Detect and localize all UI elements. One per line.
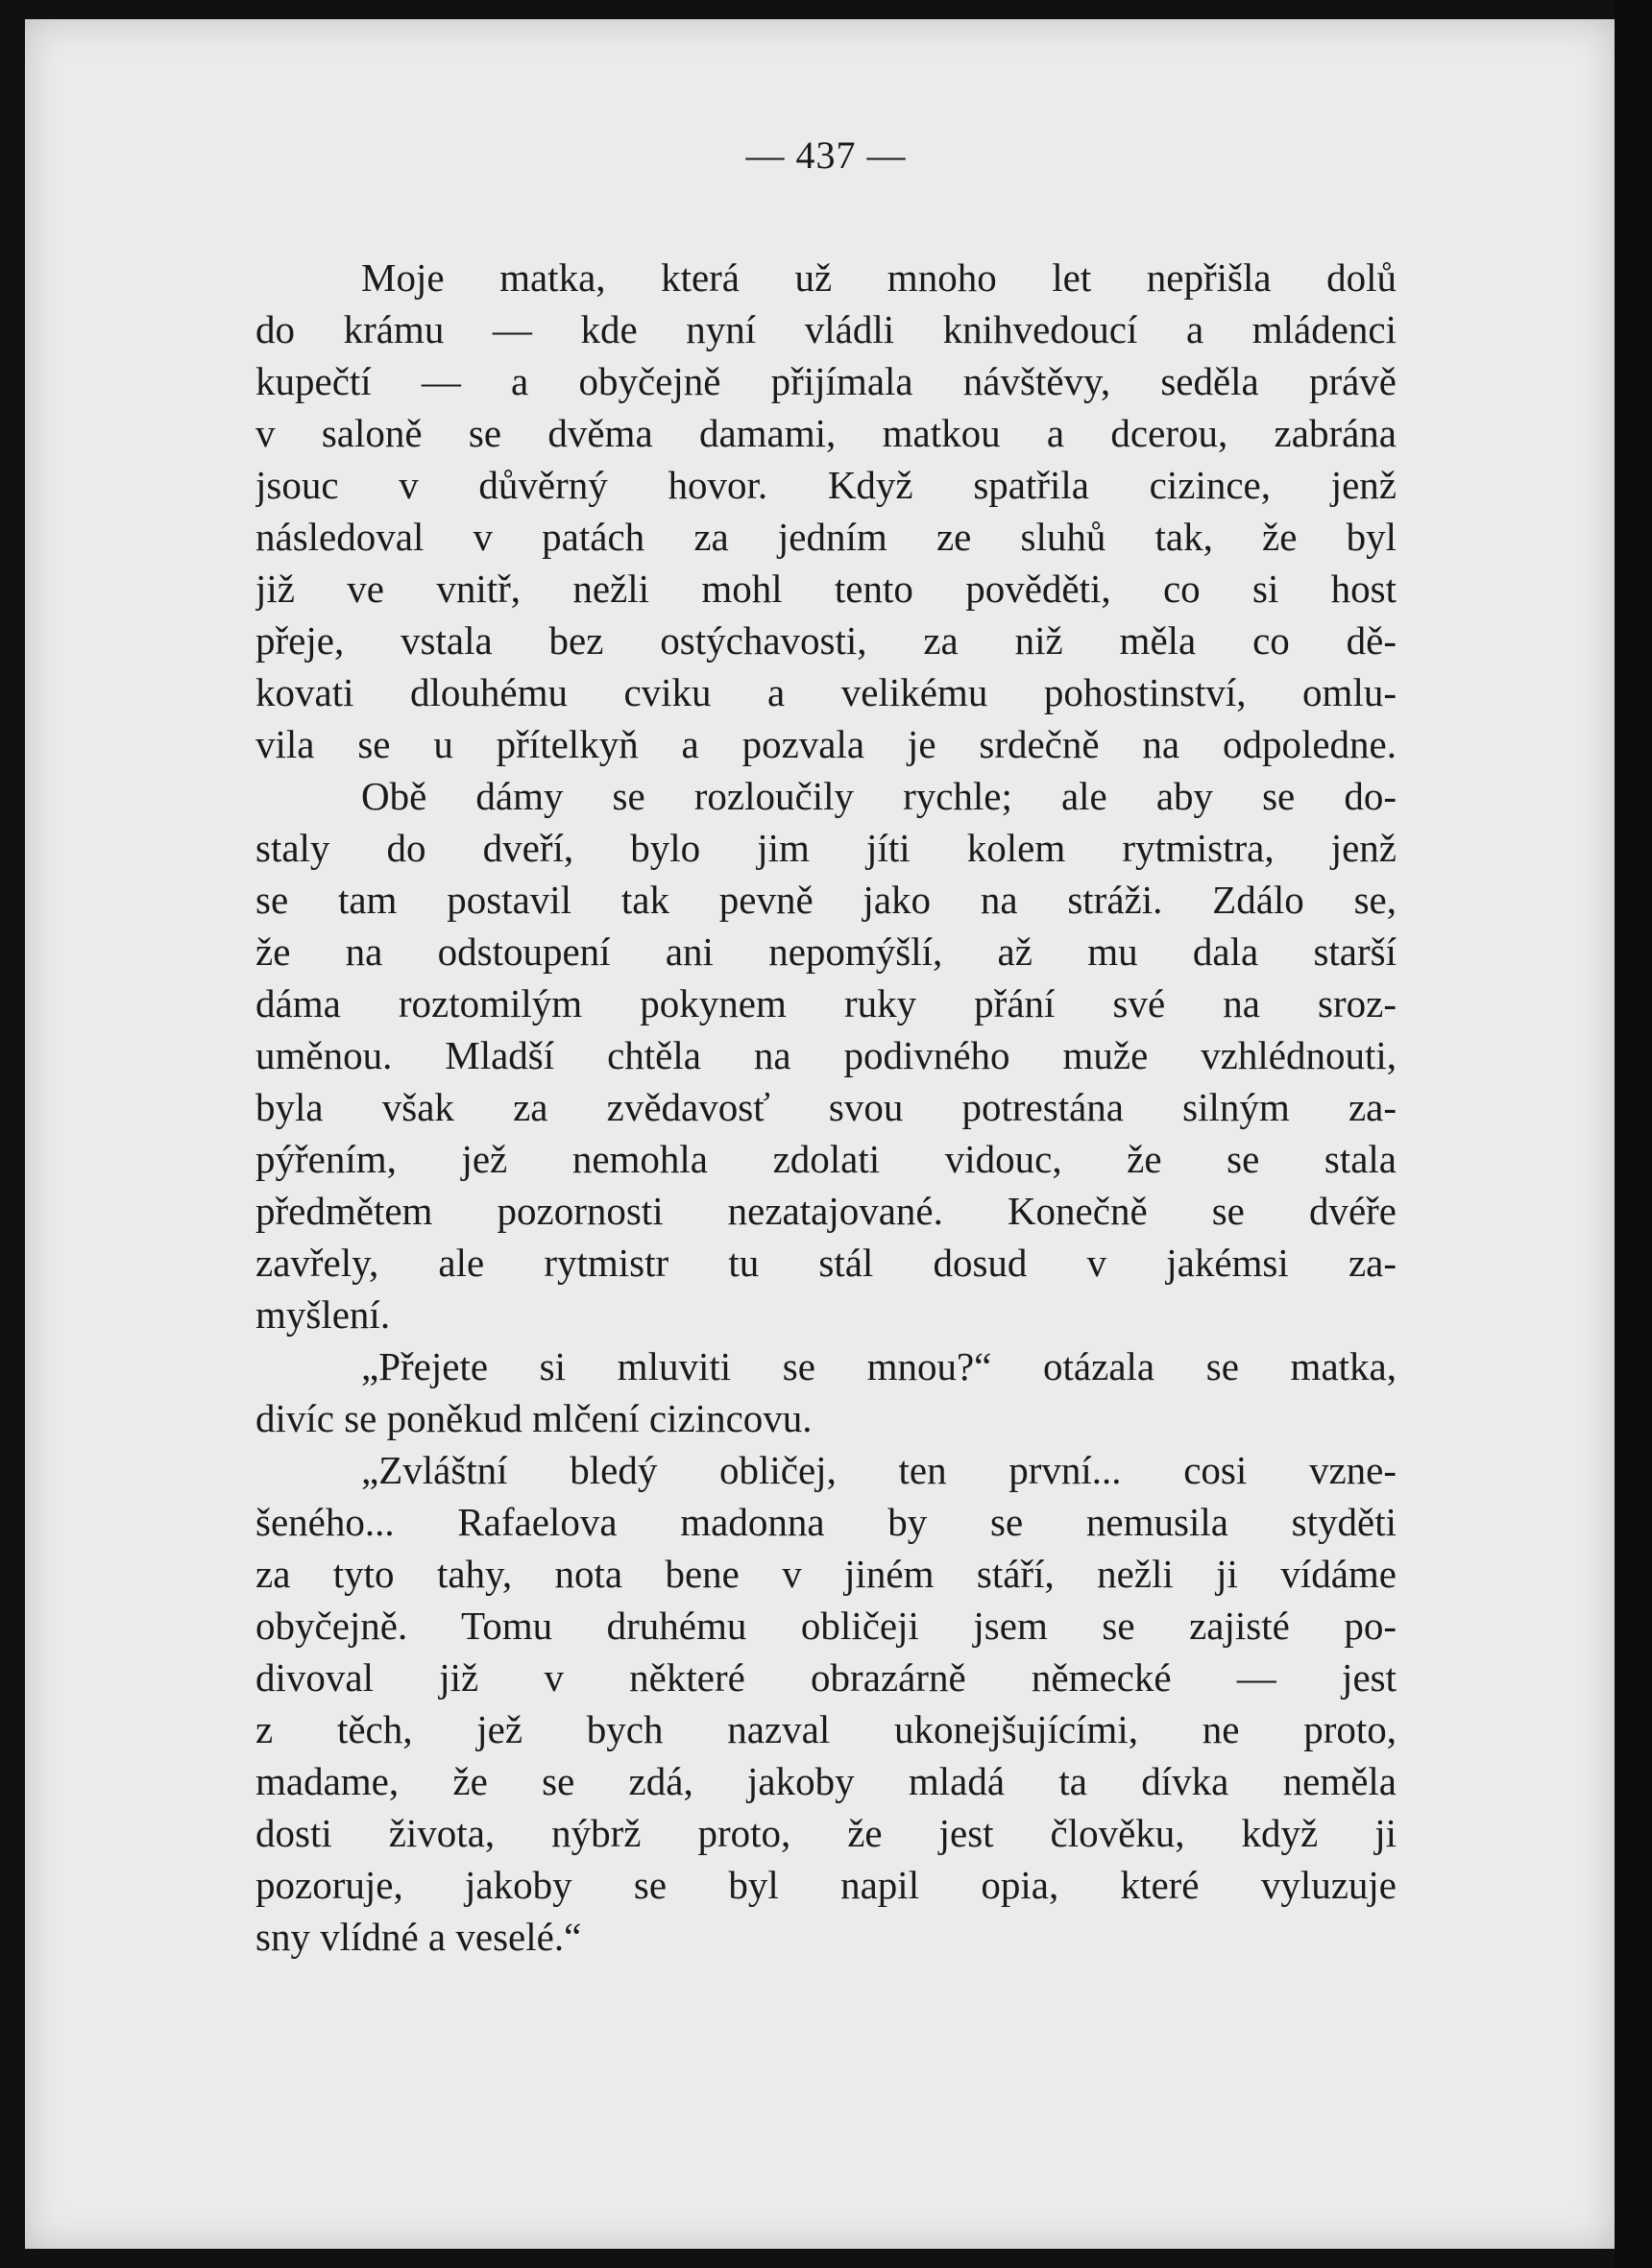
text-line: „Zvláštní bledý obličej, ten první... cosi vzne- <box>361 1448 1397 1492</box>
text-line: divoval již v některé obrazárně německé — jest <box>255 1655 1397 1700</box>
text-line: madame, že se zdá, jakoby mladá ta dívka neměla <box>255 1759 1397 1803</box>
text-line: Moje matka, která už mnoho let nepřišla dolů <box>361 255 1397 300</box>
text-line: kovati dlouhému cviku a velikému pohostinství, omlu- <box>255 670 1397 714</box>
text-line: dosti života, nýbrž proto, že jest člověku, když ji <box>255 1811 1397 1855</box>
text-line: v saloně se dvěma damami, matkou a dcerou, zabrána <box>255 411 1397 455</box>
text-line: do krámu — kde nyní vládli knihvedoucí a mládenci <box>255 307 1397 351</box>
text-line: kupečtí — a obyčejně přijímala návštěvy, seděla právě <box>255 359 1397 403</box>
text-line: Obě dámy se rozloučily rychle; ale aby se do- <box>361 774 1397 818</box>
text-line: šeného... Rafaelova madonna by se nemusila styděti <box>255 1500 1397 1544</box>
text-line: již ve vnitř, nežli mohl tento pověděti, co si host <box>255 567 1397 611</box>
text-line: přeje, vstala bez ostýchavosti, za niž měla co dě- <box>255 618 1397 663</box>
text-line: dáma roztomilým pokynem ruky přání své na sroz- <box>255 981 1397 1025</box>
text-line: obyčejně. Tomu druhému obličeji jsem se zajisté po- <box>255 1604 1397 1648</box>
page-number: — 437 — <box>745 133 907 177</box>
text-line: že na odstoupení ani nepomýšlí, až mu dala starší <box>255 929 1397 974</box>
text-line: následoval v patách za jedním ze sluhů tak, že byl <box>255 515 1397 559</box>
text-line: pýřením, jež nemohla zdolati vidouc, že se stala <box>255 1137 1397 1181</box>
text-line: jsouc v důvěrný hovor. Když spatřila cizince, jenž <box>255 463 1397 507</box>
text-line: zavřely, ale rytmistr tu stál dosud v jakémsi za- <box>255 1241 1397 1285</box>
text-line: „Přejete si mluviti se mnou?“ otázala se matka, <box>361 1344 1397 1388</box>
text-line: byla však za zvědavosť svou potrestána silným za- <box>255 1085 1397 1129</box>
text-line: z těch, jež bych nazval ukonejšujícími, ne proto, <box>255 1707 1397 1751</box>
text-line: staly do dveří, bylo jim jíti kolem rytmistra, jenž <box>255 826 1397 870</box>
text-line: se tam postavil tak pevně jako na stráži. Zdálo se, <box>255 878 1397 922</box>
text-line: myšlení. <box>255 1292 391 1337</box>
text-line: vila se u přítelkyň a pozvala je srdečně na odpoledne. <box>255 722 1397 766</box>
text-line: sny vlídné a veselé.“ <box>255 1915 582 1959</box>
text-line: předmětem pozornosti nezatajované. Konečně se dvéře <box>255 1189 1397 1233</box>
text-line: divíc se poněkud mlčení cizincovu. <box>255 1396 813 1440</box>
scan-border <box>1615 0 1652 2268</box>
text-line: uměnou. Mladší chtěla na podivného muže vzhlédnouti, <box>255 1033 1397 1077</box>
text-line: za tyto tahy, nota bene v jiném stáří, nežli ji vídáme <box>255 1552 1397 1596</box>
text-line: pozoruje, jakoby se byl napil opia, které vyluzuje <box>255 1863 1397 1907</box>
